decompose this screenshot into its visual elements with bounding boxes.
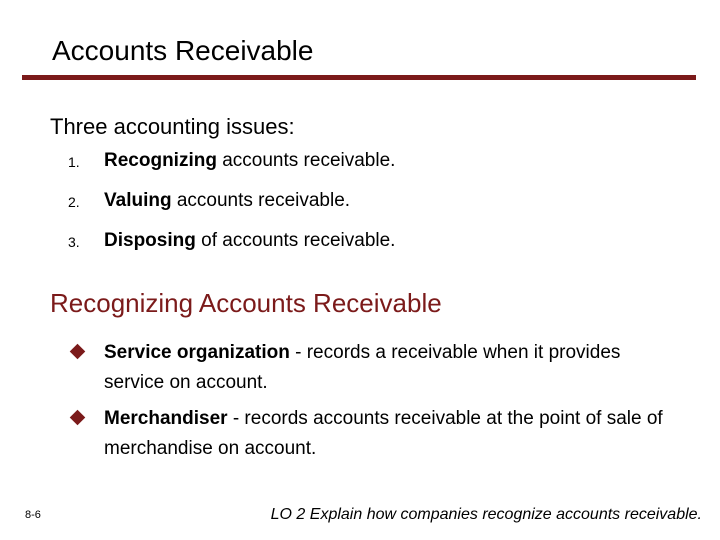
list-text	[104, 228, 395, 254]
list-rest: accounts receivable.	[216, 150, 396, 171]
slide-number: 8-6	[25, 509, 41, 521]
list-text	[104, 148, 395, 174]
bullet-text	[104, 404, 684, 464]
list-number: 3.	[68, 234, 80, 250]
list-number: 1.	[68, 154, 80, 170]
list-bold-term: Recognizing	[104, 150, 217, 171]
section-heading: Recognizing Accounts Receivable	[50, 288, 442, 318]
list-rest: of accounts receivable.	[195, 230, 396, 251]
bullet-rest: - records accounts receivable at the point of sale of merchandise on account.	[104, 408, 663, 459]
list-item	[68, 188, 688, 228]
bullet-item	[68, 338, 688, 404]
list-bold-term: Disposing	[104, 230, 196, 251]
list-bold-term: Valuing	[104, 190, 172, 211]
bullet-rest: - records a receivable when it provides service on account.	[104, 342, 621, 393]
bullet-bold-term: Service organization	[104, 342, 290, 363]
list-text	[104, 188, 350, 214]
issues-list	[68, 148, 688, 268]
bullet-item	[68, 404, 688, 470]
intro-text: Three accounting issues:	[50, 114, 295, 139]
list-rest: accounts receivable.	[171, 190, 351, 211]
diamond-bullet-icon	[70, 410, 86, 426]
list-number: 2.	[68, 194, 80, 210]
slide-title: Accounts Receivable	[52, 35, 314, 66]
title-divider	[22, 75, 696, 80]
bullet-bold-term: Merchandiser	[104, 408, 228, 429]
bullet-text	[104, 338, 684, 398]
learning-objective: LO 2 Explain how companies recognize accounts receivable.	[270, 506, 702, 523]
list-item	[68, 148, 688, 188]
list-item	[68, 228, 688, 268]
bullet-list	[68, 338, 688, 470]
diamond-bullet-icon	[70, 344, 86, 360]
